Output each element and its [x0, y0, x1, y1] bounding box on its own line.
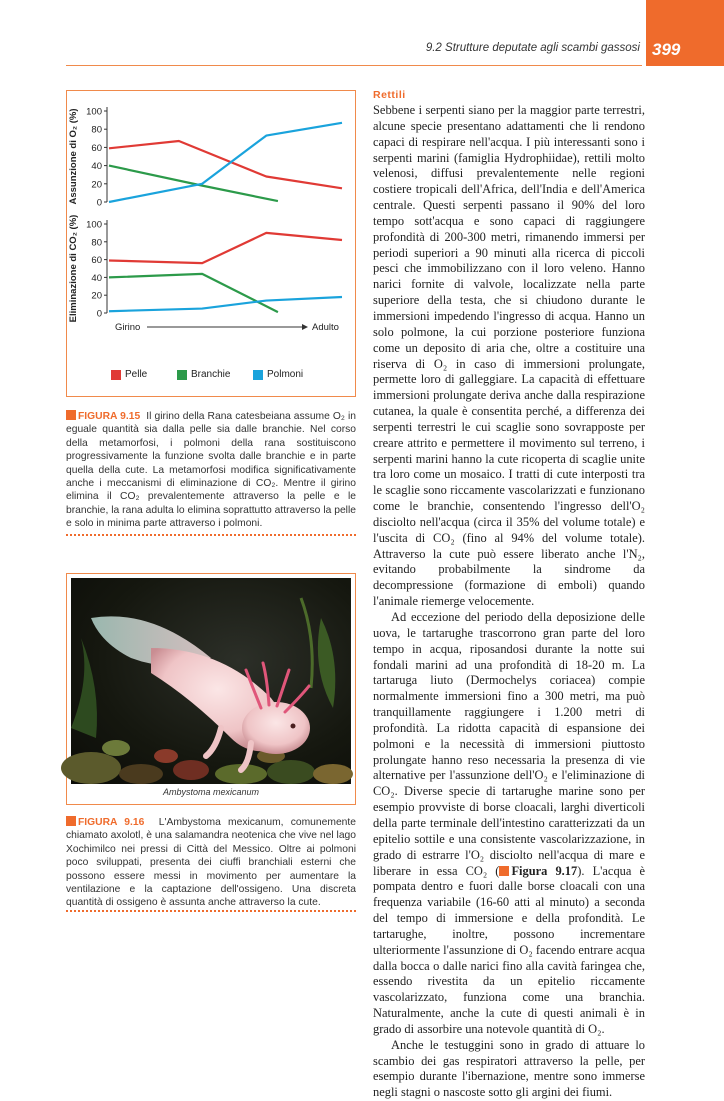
figure-9-16-text: L'Ambystoma mexicanum, comunemente chiamato axolotl, è una salamandra neotenica che vive nel lago Xochimilco nei pressi di Città del Messico. Oltre ai polmoni poco sviluppati, presenta dei ciuffi branchiali esterni che possono essere messi in movimento per aumentare la ventilazione e la captazione dell'ossigeno. Una discreta quantità di ossigeno è assunta anche attraverso la cute. — [66, 817, 356, 909]
x-label-girino: Girino — [115, 322, 141, 333]
y-tick-label: 0 — [96, 308, 102, 320]
y-tick-label: 40 — [91, 272, 102, 284]
series-line-pelle — [109, 233, 342, 263]
caption-divider — [66, 534, 356, 536]
x-arrow-head — [302, 324, 308, 330]
series-line-polmoni — [109, 297, 342, 311]
series-line-branchie — [109, 274, 278, 312]
figure-9-15-text: Il girino della Rana catesbeiana assume O₂ in eguale quantità sia dalla pelle sia dalle branchie. Nel corso della metamorfosi, i polmoni della rana sostituiscono progressivamente la funzione svolta dalle branchie e in parte quella della cute. La metamorfosi modifica significativamente anche i meccanismi di eliminazione di CO₂. Mentre il girino elimina il CO₂ prevalentemente attraverso la pelle e le branchie, la rana adulta lo elimina soprattutto attraverso la pelle e solo in minima parte attraverso i polmoni. — [66, 411, 356, 530]
figure-9-16-caption — [66, 815, 356, 910]
y-tick-label: 0 — [96, 197, 102, 209]
paragraph-3: Anche le testuggini sono in grado di attuare lo scambio dei gas respiratori attraverso la pelle, per esempio durante l'ibernazione, mentre sono immerse negli stagni o nascoste sotto gli argini dei fiumi. — [373, 1037, 645, 1100]
paragraph-2-a: Ad eccezione del periodo della deposizione delle uova, le tartarughe trascorrono gran parte del loro tempo in acqua, riposandosi durante la notte sui fondali marini ad una profondità di 18-20 m. La tartaruga liuto (Dermochelys coriacea) compie normalmente immersioni fino a 300 metri, ma può tranquillamente raggiungere i 1.200 metri di profondità. La ridotta capacità di espansione dei polmoni e la necessità di immersioni piuttosto prolungate hanno reso necessaria la presenza di vie alternative per l'assunzione dell'O₂ e l'eliminazione di CO₂. Diverse specie di tartarughe marine sono per esempio provviste di borse cloacali, larghi diverticoli della parte terminale dell'intestino caratterizzati da un epitelio sottile e una consistente vascolarizzazione, in grado di estrarre l'O₂ disciolto nell'acqua di mare e liberare in essa CO₂ ( — [373, 610, 645, 878]
legend-label-branchie: Branchie — [191, 369, 231, 380]
paragraph-2 — [373, 610, 645, 1038]
header-rule — [66, 65, 642, 66]
y-axis-label: Eliminazione di CO₂ (%) — [68, 214, 79, 323]
photo-label: Ambystoma mexicanum — [162, 787, 260, 797]
y-tick-label: 100 — [86, 219, 102, 231]
y-tick-label: 60 — [91, 255, 102, 267]
chart-svg — [67, 91, 357, 398]
series-line-pelle — [109, 141, 342, 188]
y-tick-label: 80 — [91, 237, 102, 249]
axolotl-photo — [71, 578, 351, 784]
caption-divider — [66, 910, 356, 912]
figure-9-16-label: FIGURA 9.16 — [78, 817, 145, 828]
y-tick-label: 60 — [91, 142, 102, 154]
legend-item-branchie — [177, 369, 230, 380]
y-tick-label: 20 — [91, 290, 102, 302]
legend-swatch-branchie — [177, 370, 187, 380]
axolotl-illustration — [71, 578, 351, 784]
y-axis-label: Assunzione di O₂ (%) — [68, 108, 79, 205]
y-tick-label: 40 — [91, 161, 102, 173]
figure-9-15-caption — [66, 409, 356, 531]
legend-item-polmoni — [253, 369, 303, 380]
legend-label-pelle: Pelle — [125, 369, 148, 380]
paragraph-2-b: ). L'acqua è pompata dentro e fuori dalle borse cloacali con una frequenza variabile (16-60 atti al minuto) a seconda del tempo di immersione e della profondità. Le tartarughe, inoltre, possono incrementare ulteriormente l'assunzione di O₂ facendo entrare acqua dalla bocca o dalle narici fino alla cavità faringea che, essendo rivestita da un epitelio riccamente vascolarizzato, funziona come una branchia. Naturalmente, anche la cute di questi animali è in grado di assorbire una notevole quantità di O₂. — [373, 863, 645, 1036]
figure-ref-icon — [499, 866, 509, 876]
legend-swatch-polmoni — [253, 370, 263, 380]
figure-9-17-reference[interactable]: Figura 9.17 — [511, 863, 578, 878]
page-number: 399 — [652, 40, 681, 59]
paragraph-1: Sebbene i serpenti siano per la maggior parte terrestri, alcune specie presentano adattamenti che li rendono capaci di respirare nell'acqua. I più interessanti sono i serpenti marini (famiglia Hydrophiidae), rettili molto velenosi, diffusi prevalentemente nelle regioni costiere tropicali dell'Africa, dell'India e dell'America centrale. Questi serpenti passano il 90% del loro tempo sott'acqua e sono capaci di raggiungere profondità di 200-300 metri, rimanendo immersi per periodi superiori a 90 minuti alla ricerca di piccoli pesci che immobilizzano con il loro veleno. Hanno narici fornite di valvole, localizzate nella parte superiore della testa, che si chiudono durante le immersioni impedendo l'ingresso di acqua. Hanno un solo polmone, la cui porzione posteriore funziona come un deposito di aria che, oltre a costituire una riserva di O₂ in caso di immersioni prolungate, permette loro di galleggiare. La capacità di effettuare immersioni prolungate deriva anche dalla respirazione cutanea, la quale è consentita perché, a differenza dei serpenti terrestri le cui scaglie sono sovrapposte per creare attrito e permettere il movimento sul terreno, i serpenti marini hanno la cute ricoperta di scaglie unite tra loro come un mosaico. I tratti di cute interposti tra le scaglie sono riccamente vascolarizzati e funzionano come le branchie, consentendo l'ingresso dell'O₂ disciolto nell'acqua (circa il 35% del volume totale) e l'uscita di CO₂ (fino al 94% del volume totale). Attraverso la cute può essere liberato anche l'N₂, evitando probabilmente la sindrome da decompressione (formazione di emboli) quando l'animale riemerge velocemente. — [373, 103, 645, 609]
section-title: Rettili — [373, 89, 406, 101]
chart-legend — [107, 369, 347, 385]
x-label-adulto: Adulto — [312, 322, 339, 333]
legend-swatch-pelle — [111, 370, 121, 380]
running-title: 9.2 Strutture deputate agli scambi gassosi — [425, 42, 640, 54]
figure-icon — [66, 816, 76, 826]
y-tick-label: 20 — [91, 179, 102, 191]
y-tick-label: 100 — [86, 106, 102, 118]
main-text-column — [373, 89, 645, 1101]
figure-icon — [66, 410, 76, 420]
y-tick-label: 80 — [91, 124, 102, 136]
figure-9-15-chart — [66, 90, 356, 397]
figure-9-15-label: FIGURA 9.15 — [78, 411, 141, 422]
legend-item-pelle — [111, 369, 147, 380]
legend-label-polmoni: Polmoni — [267, 369, 304, 380]
figure-9-16-photo-frame — [66, 573, 356, 805]
